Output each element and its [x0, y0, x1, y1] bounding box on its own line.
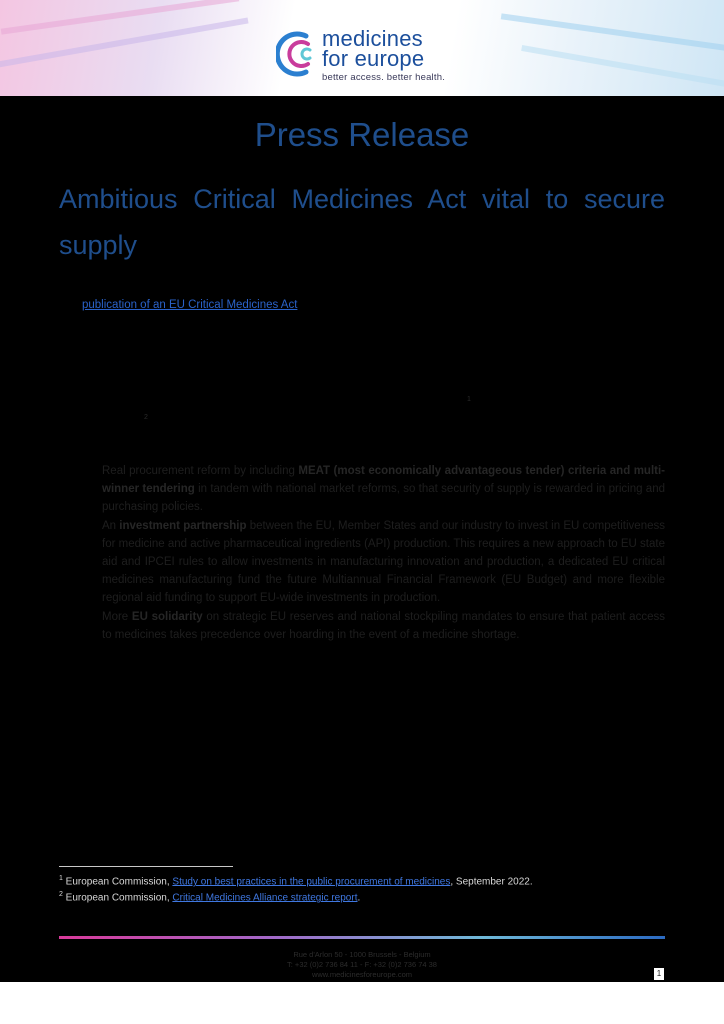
footnote-1 — [59, 875, 533, 887]
bullet-text: between the EU, Member States and our industry to invest in EU competitiveness for medicine and active pharmaceutical ingredients (API) production. This requires a new approach to EU state aid and IPCEI rules to allow investments in manufacturing innovation and production, a dedicated EU critical medicines manufacturing fund the future Multiannual Financial Framework (EU Budget) and more flexible regional aid funding to support EU-wide investments in production. — [102, 519, 665, 605]
logo-crescent-icon — [276, 28, 318, 80]
page-number: 1 — [654, 968, 664, 980]
footnote-2 — [59, 891, 360, 903]
bullet-text: on strategic EU reserves and national stockpiling mandates to ensure that patient access to medicines takes precedence over hoarding in the event of a medicine shortage. — [102, 610, 665, 641]
bullet-text: More — [102, 610, 132, 623]
footnote-suffix: . — [357, 892, 361, 904]
footnote-prefix: European Commission, — [62, 876, 173, 888]
footnote-number: 1 — [59, 875, 63, 882]
bullet-list — [102, 462, 665, 644]
footer-phone: T: +32 (0)2 736 84 11 - F: +32 (0)2 736 74 38 — [287, 960, 437, 969]
page-title: Press Release — [254, 116, 470, 153]
bullet-item — [102, 517, 665, 608]
bullet-emphasis: investment partnership — [119, 519, 247, 532]
headline: Ambitious Critical Medicines Act vital to secure supply — [59, 184, 665, 260]
medicines-for-europe-logo — [276, 26, 456, 88]
bullet-text: An — [102, 519, 120, 532]
critical-medicines-act-link[interactable]: publication of an EU Critical Medicines Act — [82, 299, 298, 311]
bullet-emphasis: MEAT (most economically advantageous tender) criteria and multi-winner tendering — [102, 465, 665, 496]
footnote-ref-2[interactable]: 2 — [144, 414, 148, 421]
footer-website[interactable]: www.medicinesforeurope.com — [311, 970, 413, 979]
footnote-suffix: , September 2022. — [450, 876, 533, 888]
bullet-text: in tandem with national market reforms, so that security of supply is rewarded in pricing and purchasing policies. — [102, 483, 665, 514]
footnote-prefix: European Commission, — [62, 892, 173, 904]
header-stripe — [521, 45, 724, 89]
bullet-item — [102, 608, 665, 644]
footnote-ref-1[interactable]: 1 — [467, 396, 471, 403]
bullet-emphasis: EU solidarity — [131, 610, 203, 623]
footnote-number: 2 — [59, 891, 63, 898]
footnote-divider — [59, 866, 233, 867]
footer-address: Rue d'Arlon 50 - 1000 Brussels - Belgium — [293, 950, 431, 959]
footnote-link-alliance-report[interactable]: Critical Medicines Alliance strategic report — [172, 892, 358, 904]
logo-tagline: better access. better health. — [322, 72, 446, 83]
footnote-link-procurement-study[interactable]: Study on best practices in the public procurement of medicines — [172, 876, 451, 888]
logo-text-line1: medicines — [322, 26, 423, 51]
bullet-text: Real procurement reform by including — [102, 465, 299, 477]
header-banner — [0, 0, 724, 96]
logo-text-line2: for europe — [322, 46, 425, 71]
bullet-item — [102, 462, 665, 517]
footer-gradient-rule — [59, 936, 665, 939]
